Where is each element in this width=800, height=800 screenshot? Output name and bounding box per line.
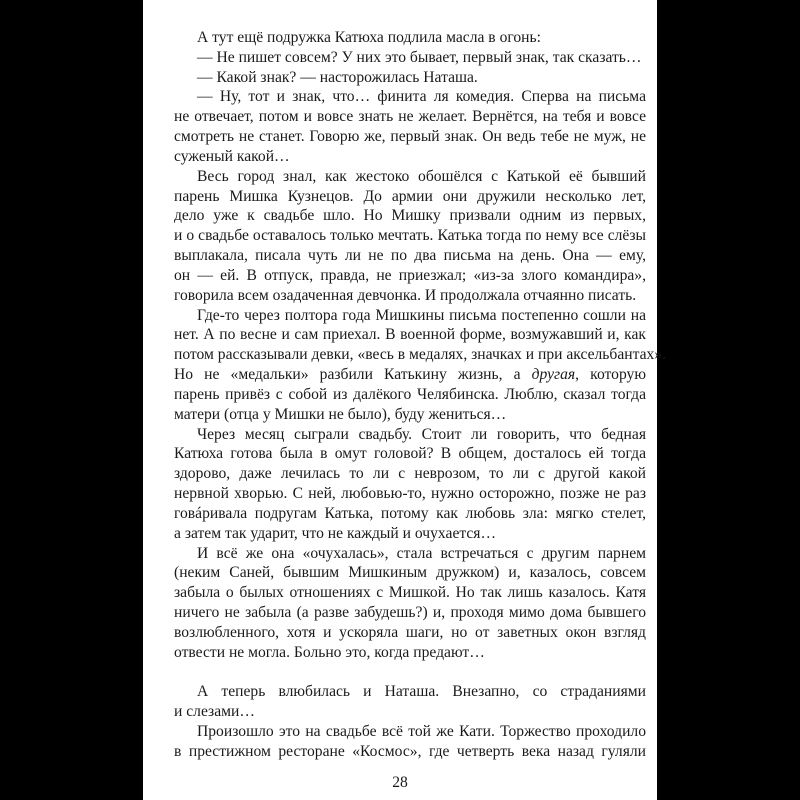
text-line: ничего не забыла (а разве забудешь?) и, проходя мимо дома бывшего	[174, 604, 646, 622]
text-line: не отвечает, потом и вовсе знать не желает. Вернётся, на тебя и вовсе	[174, 108, 646, 126]
text-segment: Но не «медальки» разбили Катькину жизнь, а	[174, 366, 532, 384]
page-text	[174, 28, 667, 762]
text-line: и слезами…	[174, 703, 255, 721]
paragraph	[174, 87, 646, 166]
text-line: здорово, даже лечилась то ли с неврозом, то ли с другой какой	[174, 465, 646, 483]
text-line: (неким Саней, бывшим Мишкиным дружком) и, казалось, совсем	[174, 564, 646, 582]
text-line: дело уже к свадьбе шло. Но Мишку призвали одним из первых,	[174, 207, 646, 225]
text-line: в престижном ресторане «Космос», где четверть века назад гуляли	[174, 742, 646, 760]
text-line: и о свадьбе оставалось только мечтать. Катька тогда по нему все слёзы	[174, 227, 646, 245]
text-line: — Какой знак? — насторожилась Наташа.	[197, 68, 478, 86]
text-segment: , которую	[575, 366, 647, 384]
text-line: говáривала подругам Катька, потому как любовь зла: мягко стелет,	[174, 504, 646, 522]
text-line: отвести не могла. Больно это, когда предают…	[174, 643, 485, 661]
text-line	[174, 365, 646, 385]
page-number: 28	[392, 774, 408, 791]
text-line: парень привёз с собой из далёкого Челябинска. Люблю, сказал тогда	[174, 385, 646, 403]
text-line: смотреть не станет. Говорю же, первый знак. Он ведь тебе не муж, не	[174, 128, 646, 146]
paragraph	[174, 425, 646, 544]
book-page	[143, 0, 667, 800]
text-line: он — ей. В отпуск, правда, не приезжал; «из-за злого командира»,	[174, 266, 646, 284]
text-line: говорила всем озадаченная девчонка. И продолжала отчаянно писать.	[174, 286, 637, 304]
text-line: — Не пишет совсем? У них это бывает, первый знак, так сказать…	[197, 48, 642, 66]
text-line: И всё же она «очухалась», стала встречаться с другим парнем	[197, 544, 646, 562]
paragraph	[174, 28, 646, 48]
text-line: Весь город знал, как жестоко обошёлся с Катькой её бывший	[197, 167, 646, 185]
section-break	[174, 663, 646, 683]
paragraph	[174, 306, 667, 425]
paragraph	[174, 722, 646, 762]
text-line: А тут ещё подружка Катюха подлила масла в огонь:	[197, 29, 541, 46]
text-line: выплакала, писала чуть ли не по два письма на день. Она — ему,	[174, 247, 646, 265]
paragraph	[174, 68, 646, 88]
italic-text: другая	[531, 366, 576, 384]
text-line: а затем так ударит, что не каждый и очухается…	[174, 524, 497, 542]
text-line: парень Мишка Кузнецов. До армии они дружили несколько лет,	[174, 187, 646, 205]
text-line: — Ну, тот и знак, что… финита ля комедия. Сперва на письма	[197, 88, 646, 106]
text-line: Где-то через полтора года Мишкины письма постепенно сошли на	[197, 306, 646, 324]
text-line: нервной хворью. С ней, любовью-то, нужно осторожно, позже не раз	[174, 485, 646, 503]
text-line: нет. А по весне и сам приехал. В военной форме, возмужавший и, как	[174, 326, 646, 344]
text-line: потом рассказывали девки, «весь в медалях, значках и при аксельбантах».	[174, 346, 667, 364]
paragraph	[174, 167, 646, 306]
text-line: А теперь влюбилась и Наташа. Внезапно, со страданиями	[197, 683, 646, 701]
text-line: возлюбленного, хотя и ускоряла шаги, но от заветных окон взгляд	[174, 623, 646, 641]
paragraph	[174, 544, 646, 663]
text-line: Через месяц сыграли свадьбу. Стоит ли говорить, что бедная	[197, 425, 646, 443]
paragraph	[174, 48, 646, 68]
text-line: Произошло это на свадьбе всё той же Кати. Торжество проходило	[197, 722, 646, 740]
text-line: Катюха готова была в омут головой? В общем, досталось ей тогда	[174, 445, 646, 463]
text-line: суженый какой…	[174, 147, 290, 165]
paragraph	[174, 682, 646, 722]
text-line: забыла о былых отношениях с Мишкой. Но так лишь казалось. Катя	[174, 584, 646, 602]
text-line: матери (отца у Мишки не было), буду жениться…	[174, 405, 507, 423]
